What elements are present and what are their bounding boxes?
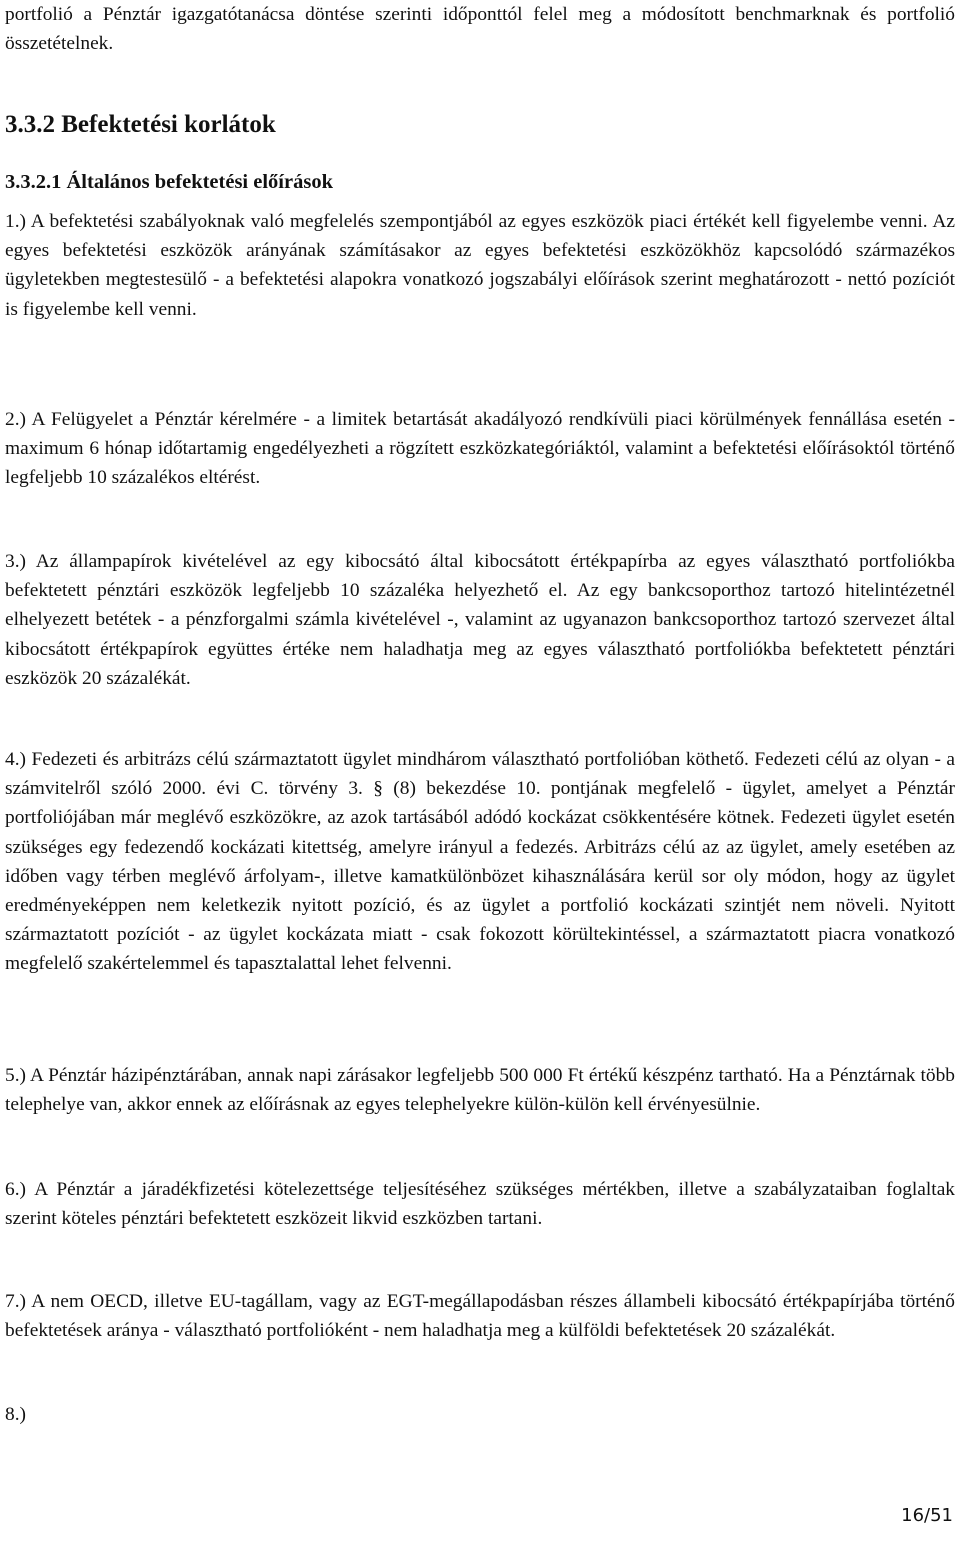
paragraph-7: 7.) A nem OECD, illetve EU-tagállam, vagy az EGT-megállapodásban részes állambeli kibocsátó értékpapírjába történő befektetések aránya - választható portfolióként - nem haladhatja meg a külföldi befektetések 20 százalékát.: [5, 1291, 955, 1342]
paragraph-3: 3.) Az állampapírok kivételével az egy kibocsátó által kibocsátott értékpapírba az egyes választható portfoliókba befektetett pénztári eszközök legfeljebb 10 százaléka helyezhető el. Az egy bankcsoporthoz tartozó hitelintézetnél elhelyezett betétek - a pénzforgalmi számla kivételével -, valamint az ugyanazon bankcsoporthoz tartozó szervezet által kibocsátott értékpapírok együttes értéke nem haladhatja meg az egyes választható portfoliókba befektetett pénztári eszközök 20 százalékát.: [5, 551, 955, 689]
section-heading: 3.3.2 Befektetési korlátok: [5, 111, 276, 138]
paragraph-6: 6.) A Pénztár a járadékfizetési kötelezettsége teljesítéséhez szükséges mértékben, illetve a szabályzataiban foglaltak szerint köteles pénztári befektetett eszközeit likvid eszközben tartani.: [5, 1179, 955, 1230]
paragraph-1: 1.) A befektetési szabályoknak való megfelelés szempontjából az egyes eszközök piaci értékét kell figyelembe venni. Az egyes befektetési eszközök arányának számításakor az egyes befektetési eszközökhöz kapcsolódó származékos ügyletekben megtestesülő - a befektetési alapokra vonatkozó jogszabályi előírások szerint meghatározott - nettó pozíciót is figyelembe kell venni.: [5, 211, 955, 320]
paragraph-4: 4.) Fedezeti és arbitrázs célú származtatott ügylet mindhárom választható portfolióban köthető. Fedezeti célú az olyan - a számvitelről szóló 2000. évi C. törvény 3. § (8) bekezdése 10. pontjának megfelelő - ügylet, amelyet a Pénztár portfoliójában már meglévő eszközökre, az azok tartásából adódó kockázat csökkentésére kötnek. Fedezeti ügylet esetén szükséges egy fedezendő kockázati kitettség, amelyre irányul a fedezés. Arbitrázs célú az az ügylet, amely esetében az időben vagy térben meglévő árfolyam-, illetve kamatkülönbözet kihasználására kerül sor oly módon, hogy az ügylet eredményeképpen nem keletkezik nyitott pozíció, és az ügylet a portfolió kockázati szintjét nem növeli. Nyitott származtatott pozíciót - az ügylet kockázata miatt - csak fokozott körültekintéssel, a származtatott piacra vonatkozó megfelelő szakértelemmel és tapasztalattal lehet felvenni.: [5, 749, 955, 975]
subsection-heading: 3.3.2.1 Általános befektetési előírások: [5, 171, 333, 193]
paragraph-8: 8.): [5, 1404, 27, 1425]
page-number: 16/51: [901, 1505, 953, 1526]
paragraph-2: 2.) A Felügyelet a Pénztár kérelmére - a limitek betartását akadályozó rendkívüli piaci körülmények fennállása esetén - maximum 6 hónap időtartamig engedélyezheti a rögzített eszközkategóriáktól, valamint a befektetési előírásoktól történő legfeljebb 10 százalékos eltérést.: [5, 409, 955, 489]
intro-paragraph: portfolió a Pénztár igazgatótanácsa döntése szerinti időponttól felel meg a módosított benchmarknak és portfolió összetételnek.: [5, 4, 955, 55]
paragraph-5: 5.) A Pénztár házipénztárában, annak napi zárásakor legfeljebb 500 000 Ft értékű készpénz tartható. Ha a Pénztárnak több telephelye van, akkor ennek az előírásnak az egyes telephelyekre külön-külön kell érvényesülnie.: [5, 1065, 955, 1116]
